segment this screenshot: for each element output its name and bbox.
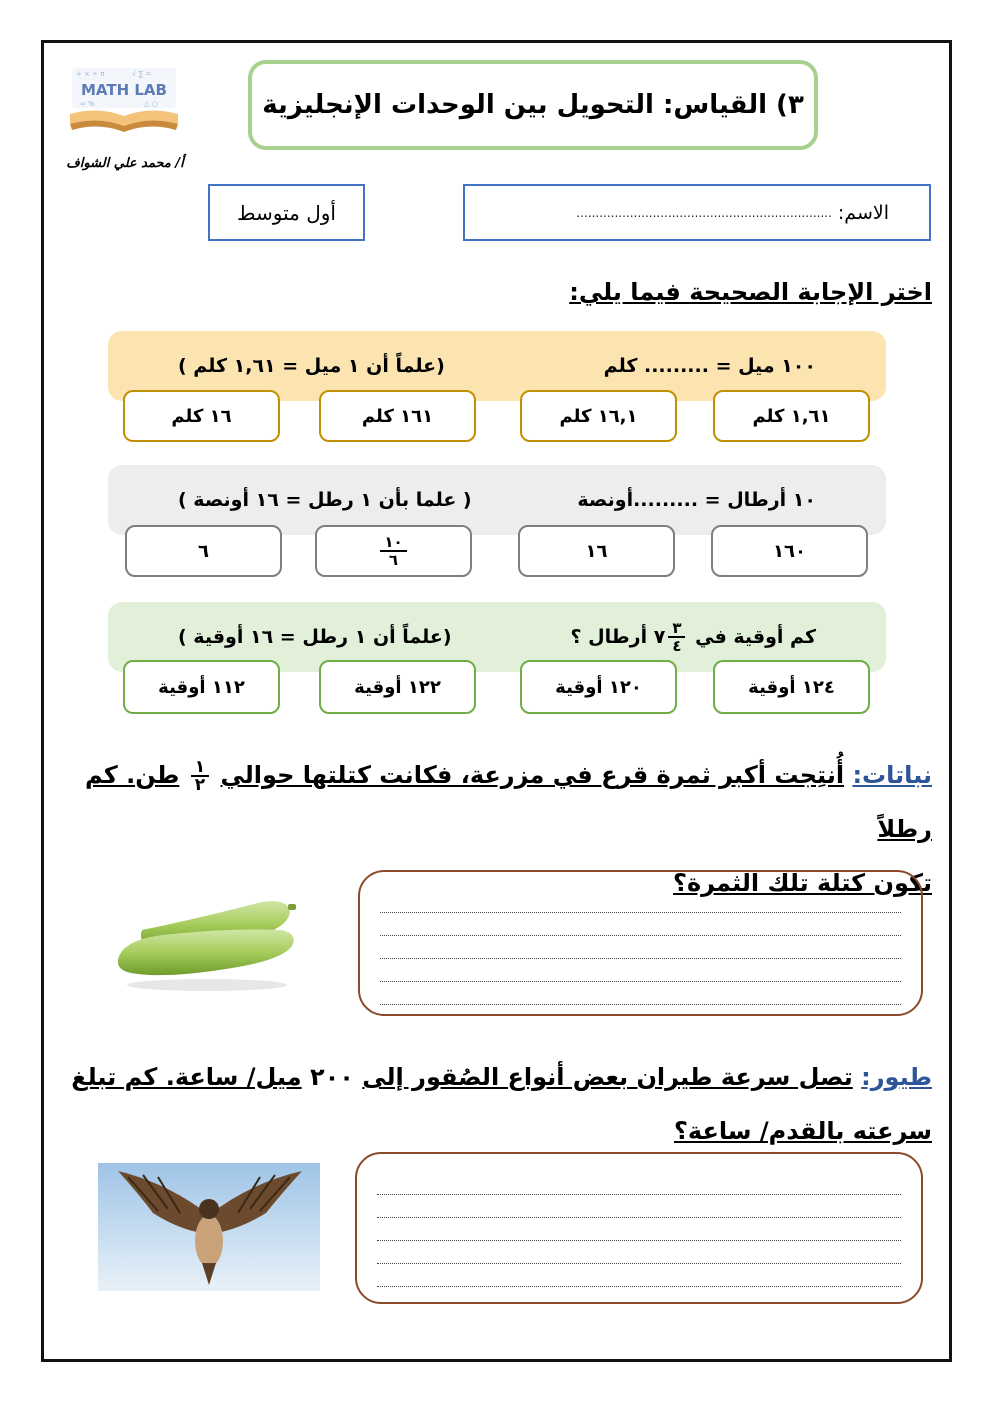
question-2-text: ١٠ أرطال = .........أونصة (577, 489, 816, 511)
svg-text:△ ○: △ ○ (144, 100, 158, 108)
plants-answer-box[interactable] (358, 870, 923, 1016)
math-lab-logo (62, 62, 186, 140)
svg-text:MATH LAB: MATH LAB (81, 81, 167, 99)
question-3-option-1[interactable] (713, 660, 870, 714)
name-label: الاسم: (837, 201, 889, 224)
answer-line[interactable] (380, 913, 901, 936)
answer-line[interactable] (377, 1195, 901, 1218)
svg-text:+ × ÷ π: + × ÷ π (76, 70, 105, 78)
answer-line[interactable] (380, 890, 901, 913)
fraction-denominator: ٤ (672, 637, 682, 655)
question-2-option-2[interactable] (518, 525, 675, 577)
option-label: ١٢٤ أوقية (748, 676, 835, 698)
option-label: ١١٢ أوقية (158, 676, 245, 698)
birds-text-2: ميل/ ساعة. كم تبلغ (71, 1063, 302, 1091)
falcon-image (98, 1163, 320, 1291)
option-label: ٦ (198, 540, 209, 562)
answer-line[interactable] (377, 1264, 901, 1287)
option-label: ١٦,١ كلم (559, 405, 638, 427)
question-2-note: ( علما بأن ١ رطل = ١٦ أونصة ) (178, 489, 472, 511)
fraction-numerator: ١ (191, 759, 209, 777)
option-label: ١٢٢ أوقية (354, 676, 441, 698)
grade-label: أول متوسط (237, 200, 336, 225)
svg-text:√ ∑ =: √ ∑ = (132, 70, 152, 78)
question-3-option-4[interactable] (123, 660, 280, 714)
birds-text-3: سرعته بالقدم/ ساعة؟ (674, 1117, 932, 1145)
plants-label: نباتات: (852, 761, 932, 789)
question-3-note: (علماً أن ١ رطل = ١٦ أوقية ) (178, 626, 452, 648)
fraction-numerator: ٣ (668, 620, 685, 638)
page-title-box (248, 60, 818, 150)
answer-line[interactable] (377, 1172, 901, 1195)
option-label: ١٦٠ (773, 540, 806, 562)
option-label: ١,٦١ كلم (752, 405, 831, 427)
page-title: ٣) القياس: التحويل بين الوحدات الإنجليزية (262, 90, 804, 120)
fraction-option (380, 534, 406, 568)
birds-label: طيور: (861, 1063, 932, 1091)
question-1-option-3[interactable] (319, 390, 476, 442)
birds-text-1: تصل سرعة طيران بعض أنواع الصُقور إلى (362, 1063, 853, 1091)
svg-text:∞ %: ∞ % (80, 100, 95, 108)
option-label: ١٦ (585, 540, 608, 562)
birds-answer-box[interactable] (355, 1152, 923, 1304)
answer-line[interactable] (377, 1218, 901, 1241)
birds-number: ٢٠٠ (309, 1063, 354, 1091)
question-1-note: (علماً أن ١ ميل = ١,٦١ كلم ) (178, 355, 445, 377)
plants-text-1: أُنتِجت أكبر ثمرة قرع في مزرعة، فكانت كتلتها حوالي (220, 761, 845, 789)
question-2-option-4[interactable] (125, 525, 282, 577)
option-label: ١٢٠ أوقية (555, 676, 642, 698)
mixed-whole: ٧ (653, 626, 666, 648)
question-2-option-1[interactable] (711, 525, 868, 577)
question-3-option-2[interactable] (520, 660, 677, 714)
plants-text-3: تكون كتلة تلك الثمرة؟ (673, 869, 932, 897)
question-1-text: ١٠٠ ميل = ......... كلم (603, 355, 816, 377)
answer-line[interactable] (380, 936, 901, 959)
option-label: ١٦١ كلم (361, 405, 434, 427)
question-1-option-2[interactable] (520, 390, 677, 442)
question-2-option-3[interactable] (315, 525, 472, 577)
fraction-numerator: ١٠ (380, 534, 406, 552)
question-1-option-1[interactable] (713, 390, 870, 442)
zucchini-image (112, 890, 298, 1002)
option-label: ١٦ كلم (171, 405, 232, 427)
instruction-heading: اختر الإجابة الصحيحة فيما يلي: (569, 278, 932, 306)
answer-line[interactable] (380, 982, 901, 1005)
question-3-text-before: كم أوقية في (695, 626, 816, 648)
question-1-option-4[interactable] (123, 390, 280, 442)
grade-box (208, 184, 365, 241)
fraction-denominator: ٢ (194, 775, 206, 795)
mixed-fraction (668, 620, 685, 654)
question-3-text-after: أرطال ؟ (570, 626, 648, 648)
answer-line[interactable] (380, 959, 901, 982)
fraction-denominator: ٦ (388, 551, 399, 569)
teacher-name: أ/ محمد علي الشواف (66, 156, 184, 171)
birds-problem (60, 1050, 932, 1158)
name-field[interactable]: ................................................................... (576, 205, 832, 220)
plants-text-2: طن. كم رطلاً (84, 761, 932, 843)
answer-line[interactable] (377, 1241, 901, 1264)
half-fraction (191, 759, 209, 793)
question-3-option-3[interactable] (319, 660, 476, 714)
name-box[interactable] (463, 184, 931, 241)
